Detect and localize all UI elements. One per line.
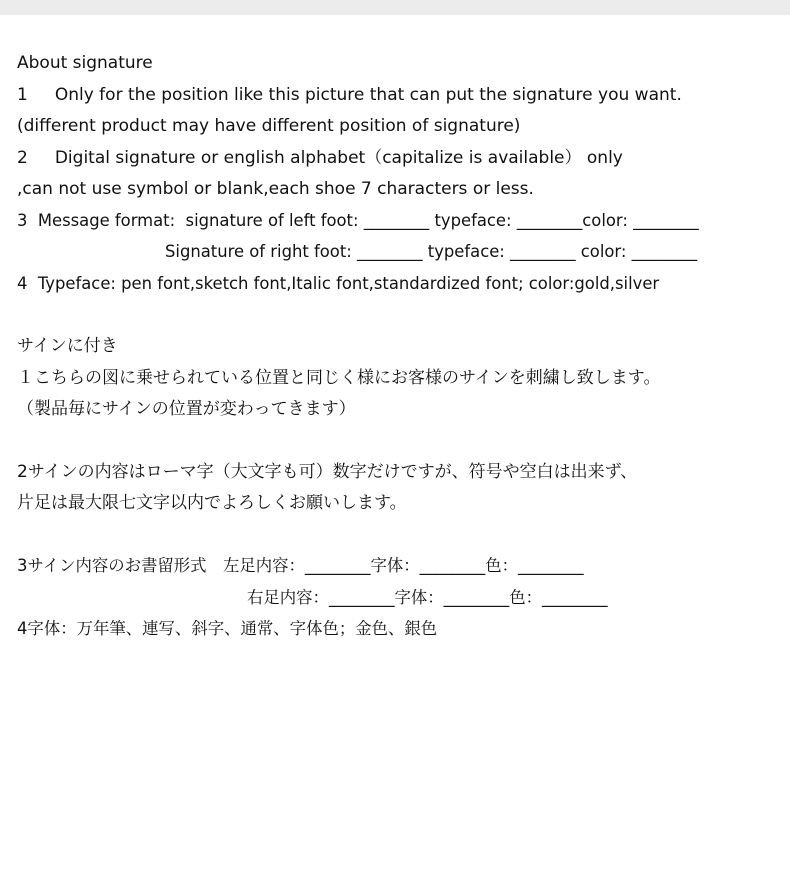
english-line-1: 1 Only for the position like this picture that can put the signature you want. [17,85,682,105]
japanese-line-6: 右足内容：________字体：________色：________ [247,588,608,607]
japanese-heading: サインに付き [17,336,118,356]
japanese-line-7: 4字体：万年筆、連写、斜字、通常、字体色；金色、銀色 [17,619,438,638]
top-bar [0,0,790,15]
japanese-line-5: 3サイン内容のお書留形式 左足内容：________字体：________色：________ [17,556,584,575]
english-line-4: ,can not use symbol or blank,each shoe 7 characters or less. [17,179,534,199]
english-line-2: (different product may have different position of signature) [17,116,521,136]
japanese-line-2: （製品毎にサインの位置が変わってきます） [17,399,356,419]
japanese-line-1: １こちらの図に乗せられている位置と同じく様にお客様のサインを刺繍し致します。 [17,368,661,388]
english-line-7: 4 Typeface: pen font,sketch font,Italic font,standardized font; color:gold,silver [17,274,660,293]
japanese-line-4: 片足は最大限七文字以内でよろしくお願いします。 [17,493,407,513]
english-line-6: Signature of right foot: ________ typeface: ________ color: ________ [165,242,698,261]
japanese-line-3: 2サインの内容はローマ字（大文字も可）数字だけですが、符号や空白は出来ず、 [17,462,638,482]
english-heading: About signature [17,53,153,73]
english-line-5: 3 Message format: signature of left foot: ________ typeface: ________color: ________ [17,211,699,230]
english-line-3: 2 Digital signature or english alphabet（capitalize is available） only [17,148,623,168]
